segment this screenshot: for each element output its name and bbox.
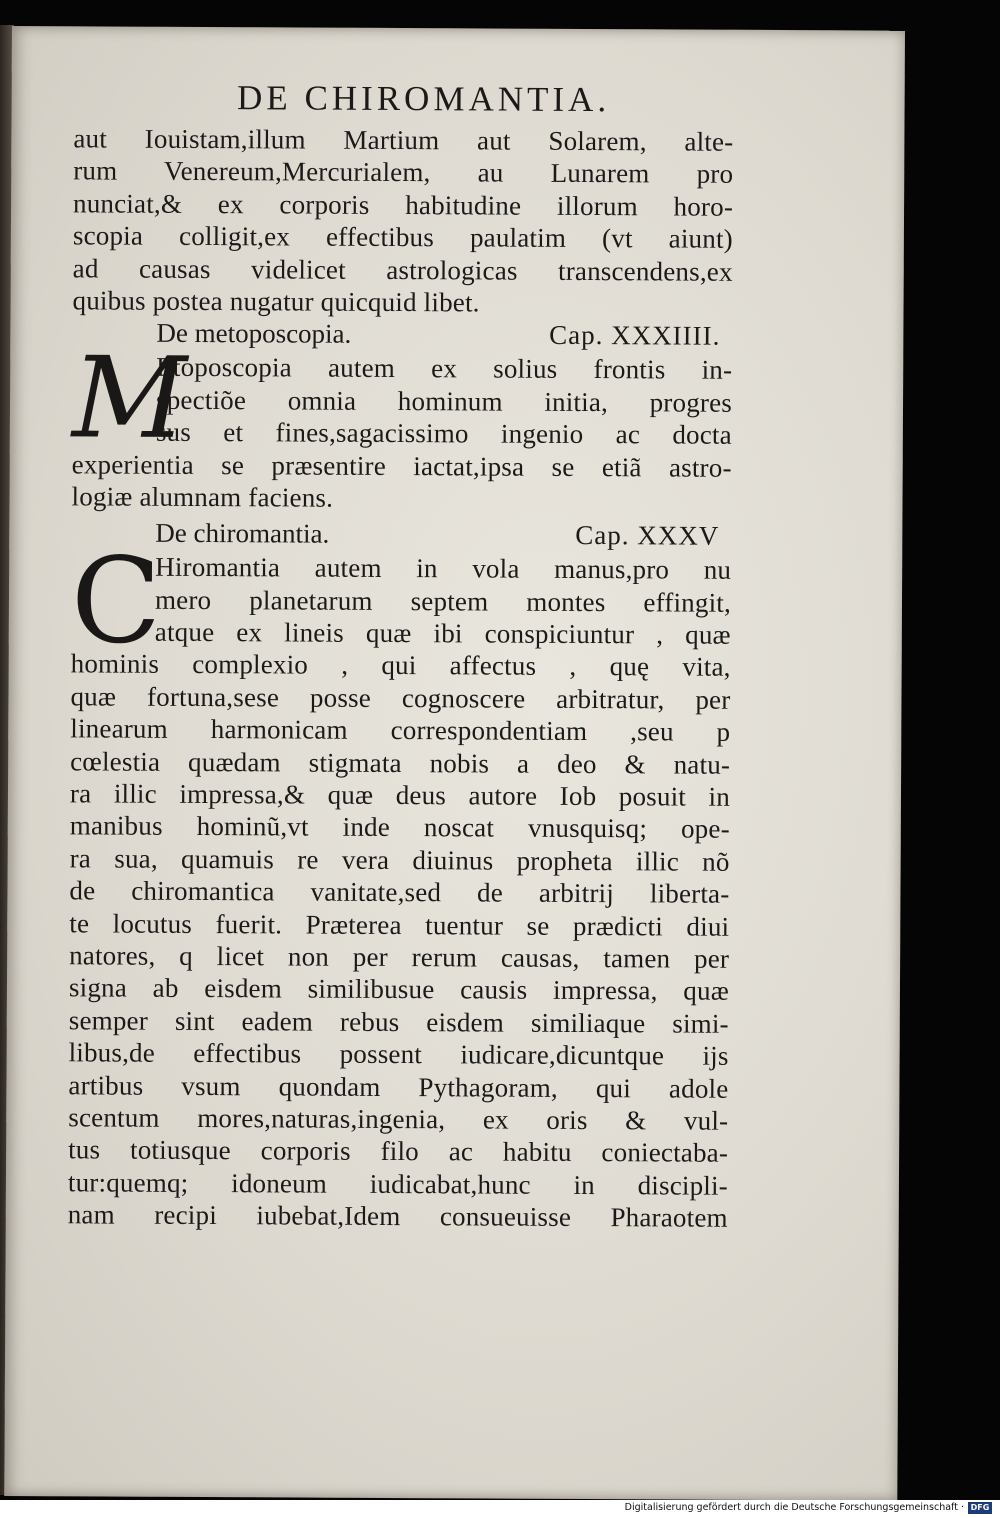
text-line: quæ fortuna,sese posse cognoscere arbitratur, per (70, 681, 731, 715)
chapter-title: De metoposcopia. (156, 318, 352, 350)
text-line: tur:quemq; idoneum iudicabat,hunc in discipli- (67, 1167, 729, 1201)
text-line: libus,de effectibus possent iudicare,dicuntque ijs (68, 1037, 729, 1071)
drop-cap-initial: C (70, 531, 162, 671)
text-line: logiæ alumnam faciens. (71, 481, 334, 513)
text-line: natores, q licet non per rerum causas, tamen per (69, 940, 730, 974)
text-line: nam recipi iubebat,Idem consueuisse Pharaotem (67, 1199, 728, 1233)
book-page (4, 26, 905, 1501)
text-line: sus et fines,sagacissimo ingenio ac docta (155, 416, 732, 450)
text-line: artibus vsum quondam Pythagoram, qui adole (68, 1069, 729, 1104)
funding-credit: Digitalisierung gefördert durch die Deutsche Forschungsgemeinschaft · (624, 1502, 964, 1513)
text-column (68, 74, 734, 1234)
text-line: aut Iouistam,illum Martium aut Solarem, alte- (73, 123, 734, 157)
text-line: de chiromantica vanitate,sed de arbitrij liberta- (69, 875, 730, 909)
chapter-heading-chiromantia (71, 517, 731, 554)
text-line: Etoposcopia autem ex solius frontis in- (156, 352, 733, 386)
text-line: hominis complexio , qui affectus , quę vita, (70, 648, 731, 683)
text-line: manibus hominũ,vt inde noscat vnusquisq; ope- (69, 810, 730, 845)
text-line: signa ab eisdem similibusue causis impressa, quæ (68, 972, 730, 1007)
text-line: ra sua, quamuis re vera diuinus propheta illic nõ (69, 843, 730, 877)
text-line: experientia se præsentire iactat,ipsa se etiã astro- (71, 448, 732, 483)
text-line: quibus postea nugatur quicquid libet. (72, 285, 480, 318)
running-head: DE CHIROMANTIA. (236, 78, 611, 120)
text-line: spectiõe omnia hominum initia, progres (155, 384, 733, 418)
text-line: semper sint eadem rebus eisdem similiaque simi- (68, 1005, 729, 1039)
drop-cap-initial: M (71, 333, 188, 465)
chapter-number: Cap. XXXV (575, 520, 720, 552)
text-line: ra illic impressa,& quæ deus autore Iob posuit in (69, 778, 731, 812)
text-line: nunciat,& ex corporis habitudine illorum horo- (72, 188, 734, 222)
text-line: scopia colligit,ex effectibus paulatim (vt aiunt) (72, 220, 733, 254)
text-line: Hiromantia autem in vola manus,pro nu (155, 552, 732, 586)
dfg-logo: DFG (968, 1502, 992, 1514)
chapter-title: De chiromantia. (155, 518, 330, 549)
text-line: cœlestia quædam stigmata nobis a deo & natu- (70, 745, 731, 780)
chapter-number: Cap. XXXIIII. (549, 320, 721, 352)
text-line: mero planetarum septem montes effingit, (154, 584, 732, 618)
text-line: scentum mores,naturas,ingenia, ex oris & vul- (68, 1102, 729, 1136)
text-line: atque ex lineis quæ ibi conspiciuntur , quæ (154, 616, 731, 650)
text-line: linearum harmonicam correspondentiam ,seu p (70, 713, 731, 748)
text-line: te locutus fuerit. Præterea tuentur se prædicti diui (69, 907, 730, 942)
text-line: rum Venereum,Mercurialem, au Lunarem pro (73, 155, 734, 190)
intro-paragraph (72, 122, 733, 320)
text-line: tus totiusque corporis filo ac habitu coniectaba- (68, 1134, 729, 1169)
text-line: ad causas videlicet astrologicas transcendens,ex (72, 252, 733, 287)
